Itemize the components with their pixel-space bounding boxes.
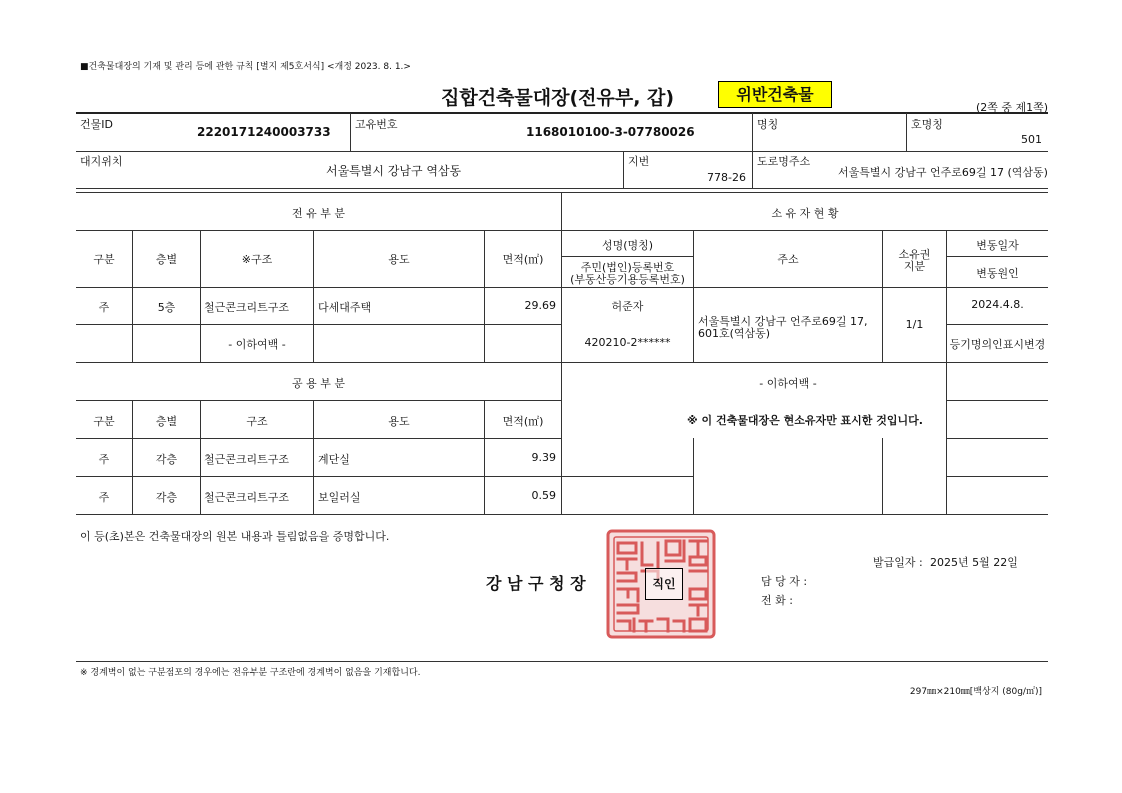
divider [623,151,624,188]
owner-change-date: 2024.4.8. [971,298,1024,311]
common-header-usage: 용도 [388,415,410,428]
document-title: 집합건축물대장(전유부, 갑) [441,87,675,109]
owner-notice: ※ 이 건축물대장은 현소유자만 표시한 것입니다. [687,414,923,427]
owner-name: 허준자 [611,300,644,313]
unique-no-value: 1168010100-3-07780026 [526,125,695,139]
common-floor: 각층 [155,491,178,504]
lot-value: 778-26 [707,171,746,184]
exclusive-area: 29.69 [524,299,556,312]
common-section-title: 공 용 부 분 [292,377,345,390]
common-kind: 주 [98,491,110,504]
header-structure: ※구조 [241,253,273,266]
building-id-label: 건물ID [80,118,113,131]
exclusive-section-title: 전 유 부 분 [292,207,345,220]
header-kind: 구분 [93,253,115,266]
header-floor: 층별 [155,253,178,266]
table-line [947,476,1048,477]
common-structure: 철근콘크리트구조 [204,491,290,504]
common-floor: 각층 [155,453,178,466]
table-line [76,514,1048,515]
owner-blank-note: - 이하여백 - [759,377,817,390]
info-mid-line [76,151,1048,152]
table-line [693,438,694,514]
exclusive-blank-note: - 이하여백 - [228,338,286,351]
common-header-area: 면적(㎡) [502,415,544,428]
header-share-line2: 지분 [903,260,926,273]
lot-label: 지번 [628,155,650,168]
table-line [562,256,693,257]
footer-line [76,661,1048,662]
exclusive-structure: 철근콘크리트구조 [204,301,290,314]
header-change-reason: 변동원인 [976,267,1019,280]
exclusive-floor: 5층 [157,301,176,314]
exclusive-usage: 다세대주택 [318,301,372,314]
common-area: 9.39 [531,451,556,464]
table-line [76,287,1048,288]
owner-address-line2: 601호(역삼동) [698,327,771,340]
officer-label: 담 당 자 : [761,575,808,588]
regulation-text: ■건축물대장의 기재 및 관리 등에 관한 규칙 [별지 제5호서식] <개정 2023. 8. 1.> [80,62,411,72]
header-area: 면적(㎡) [502,253,544,266]
table-line [313,230,314,362]
paper-spec: 297㎜×210㎜[백상지 (80g/㎡)] [909,687,1042,697]
info-bottom-line [76,188,1048,189]
table-line [693,230,694,362]
table-line [947,438,1048,439]
owner-change-reason: 등기명의인표시변경 [949,338,1046,351]
divider [350,113,351,151]
header-reg-line1: 주민(법인)등록번호 [580,261,675,274]
divider [906,113,907,151]
common-structure: 철근콘크리트구조 [204,453,290,466]
table-line [484,230,485,362]
road-value: 서울특별시 강남구 언주로69길 17 (역삼동) [838,166,1048,179]
partition-note: ※ 경계벽이 없는 구분점포의 경우에는 전유부분 구조란에 경계벽이 없음을 기재합니다. [80,668,421,678]
exclusive-kind: 주 [98,301,110,314]
table-line [947,324,1048,325]
common-kind: 주 [98,453,110,466]
table-line [132,230,133,362]
table-line [882,438,883,514]
site-value: 서울특별시 강남구 역삼동 [326,164,462,178]
info-double-line [76,192,1048,193]
violation-badge: 위반건축물 [718,81,832,108]
table-line [76,324,561,325]
header-usage: 용도 [388,253,410,266]
header-reg-line2: (부동산등기용등록번호) [570,273,685,286]
table-line [947,400,1048,401]
common-header-floor: 층별 [155,415,178,428]
seal-label: 직인 [645,568,683,600]
road-label: 도로명주소 [757,155,811,168]
info-top-line [76,112,1048,114]
header-share-line1: 소유권 [898,248,931,261]
common-header-kind: 구분 [93,415,115,428]
certification-text: 이 등(초)본은 건축물대장의 원본 내용과 틀림없음을 증명합니다. [80,530,390,543]
phone-label: 전 화 : [761,594,793,607]
table-line [76,476,693,477]
header-address: 주소 [777,253,799,266]
table-line [76,438,561,439]
issue-date-value: 2025년 5월 22일 [930,556,1018,569]
issue-date-label: 발급일자 : [873,556,923,569]
unit-value: 501 [1021,133,1042,146]
unique-no-label: 고유번호 [355,118,398,131]
site-label: 대지위치 [80,155,123,168]
table-line [76,362,1048,363]
owner-address-line1: 서울특별시 강남구 언주로69길 17, [698,315,868,328]
header-change-date: 변동일자 [976,239,1019,252]
issuer-name: 강 남 구 청 장 [486,574,586,593]
common-area: 0.59 [531,489,556,502]
unit-label: 호명칭 [911,118,943,131]
name-label: 명칭 [757,118,779,131]
table-line [76,230,1048,231]
table-line [76,400,561,401]
common-usage: 보일러실 [318,491,361,504]
divider [752,113,753,188]
common-usage: 계단실 [318,453,350,466]
header-owner-name: 성명(명칭) [601,239,654,252]
common-header-structure: 구조 [246,415,268,428]
page-info: (2쪽 중 제1쪽) [976,101,1049,114]
table-line [947,256,1048,257]
building-id-value: 2220171240003733 [197,125,331,139]
owner-reg-number: 420210-2****** [584,336,671,349]
owner-share: 1/1 [905,318,924,331]
owner-section-title: 소 유 자 현 황 [771,207,839,220]
